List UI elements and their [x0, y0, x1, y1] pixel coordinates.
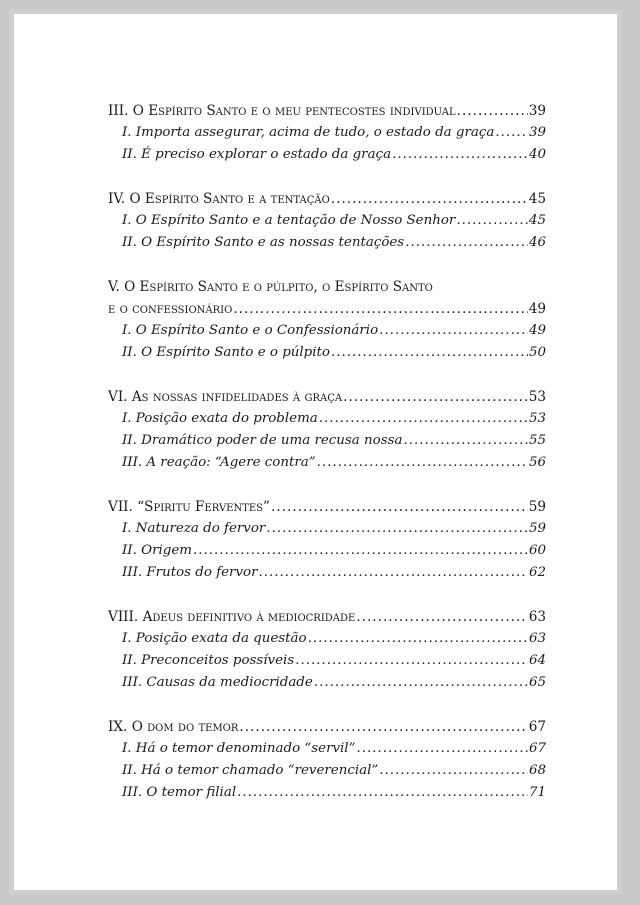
dot-leader	[237, 782, 528, 804]
page-number: 39	[528, 125, 546, 140]
toc-section	[108, 716, 546, 804]
page-number: 71	[528, 785, 546, 800]
toc-section	[108, 606, 546, 694]
book-page	[9, 9, 622, 895]
page-number: 49	[528, 301, 546, 317]
dot-leader	[405, 232, 528, 254]
chapter-title: VII. “Spiritu Ferventes”	[108, 499, 270, 515]
subentry-title: I. Posição exata da questão	[122, 631, 307, 646]
dot-leader	[239, 716, 527, 738]
toc-subentry[interactable]	[108, 540, 546, 562]
toc-chapter-entry[interactable]	[108, 100, 546, 122]
toc-subentry[interactable]	[108, 232, 546, 254]
page-number: 65	[528, 675, 546, 690]
dot-leader	[331, 342, 528, 364]
subentry-title: II. Há o temor chamado “reverencial”	[122, 763, 379, 778]
subentry-title: I. Há o temor denominado “servil”	[122, 741, 356, 756]
toc-chapter-entry[interactable]	[108, 496, 546, 518]
dot-leader	[266, 518, 528, 540]
toc-subentry[interactable]	[108, 320, 546, 342]
toc-subentry[interactable]	[108, 452, 546, 474]
page-number: 56	[528, 455, 546, 470]
page-number: 49	[528, 323, 546, 338]
page-number: 40	[528, 147, 546, 162]
subentry-title: I. Importa assegurar, acima de tudo, o estado da graça	[122, 125, 495, 140]
page-number: 63	[528, 631, 546, 646]
dot-leader	[295, 650, 528, 672]
chapter-title: IX. O dom do temor	[108, 719, 239, 735]
subentry-title: III. Frutos do fervor	[122, 565, 258, 580]
subentry-title: II. O Espírito Santo e o púlpito	[122, 345, 330, 360]
dot-leader	[308, 628, 528, 650]
dot-leader	[258, 562, 527, 584]
page-number: 67	[528, 741, 546, 756]
chapter-title-line: V. O Espírito Santo e o púlpito, o Espírito Santo	[108, 279, 433, 295]
page-number: 63	[528, 609, 546, 625]
toc-subentry[interactable]	[108, 122, 546, 144]
chapter-title: VI. As nossas infidelidades à graça	[108, 389, 343, 405]
page-number: 53	[528, 389, 546, 405]
dot-leader	[456, 210, 528, 232]
dot-leader	[317, 452, 528, 474]
subentry-title: II. Origem	[122, 543, 192, 558]
page-number: 67	[528, 719, 546, 735]
page-number: 46	[528, 235, 546, 250]
page-number: 55	[528, 433, 546, 448]
subentry-title: II. O Espírito Santo e as nossas tentações	[122, 235, 405, 250]
toc-subentry[interactable]	[108, 342, 546, 364]
page-number: 62	[528, 565, 546, 580]
dot-leader	[233, 298, 527, 320]
subentry-title: I. O Espírito Santo e o Confessionário	[122, 323, 379, 338]
page-number: 45	[528, 213, 546, 228]
dot-leader	[379, 320, 528, 342]
table-of-contents	[108, 100, 546, 826]
subentry-title: II. Preconceitos possíveis	[122, 653, 295, 668]
chapter-title: VIII. Adeus definitivo à mediocridade	[108, 609, 356, 625]
toc-chapter-entry[interactable]	[108, 386, 546, 408]
dot-leader	[331, 188, 528, 210]
page-number: 59	[528, 521, 546, 536]
subentry-title: I. O Espírito Santo e a tentação de Nosso Senhor	[122, 213, 456, 228]
dot-leader	[271, 496, 528, 518]
toc-chapter-entry[interactable]	[108, 298, 546, 320]
toc-subentry[interactable]	[108, 562, 546, 584]
chapter-title: IV. O Espírito Santo e a tentação	[108, 191, 330, 207]
page-number: 45	[528, 191, 546, 207]
page-number: 50	[528, 345, 546, 360]
toc-subentry[interactable]	[108, 672, 546, 694]
dot-leader	[356, 738, 528, 760]
toc-section	[108, 386, 546, 474]
dot-leader	[356, 606, 527, 628]
toc-chapter-entry[interactable]	[108, 716, 546, 738]
page-number: 60	[528, 543, 546, 558]
toc-section	[108, 188, 546, 254]
toc-section	[108, 100, 546, 166]
toc-subentry[interactable]	[108, 408, 546, 430]
toc-subentry[interactable]	[108, 650, 546, 672]
subentry-title: III. Causas da mediocridade	[122, 675, 313, 690]
dot-leader	[314, 672, 528, 694]
chapter-title: III. O Espírito Santo e o meu pentecostes individual	[108, 103, 456, 119]
toc-subentry[interactable]	[108, 210, 546, 232]
subentry-title: II. Dramático poder de uma recusa nossa	[122, 433, 403, 448]
dot-leader	[193, 540, 528, 562]
toc-subentry[interactable]	[108, 738, 546, 760]
dot-leader	[457, 100, 528, 122]
dot-leader	[392, 144, 528, 166]
page-number: 39	[528, 103, 546, 119]
dot-leader	[319, 408, 528, 430]
dot-leader	[495, 122, 528, 144]
page-number: 53	[528, 411, 546, 426]
toc-subentry[interactable]	[108, 144, 546, 166]
toc-subentry[interactable]	[108, 518, 546, 540]
subentry-title: III. O temor filial	[122, 785, 237, 800]
dot-leader	[343, 386, 528, 408]
subentry-title: II. É preciso explorar o estado da graça	[122, 147, 392, 162]
chapter-title: e o confessionário	[108, 301, 233, 317]
toc-subentry[interactable]	[108, 760, 546, 782]
toc-subentry[interactable]	[108, 782, 546, 804]
subentry-title: I. Natureza do fervor	[122, 521, 266, 536]
toc-subentry[interactable]	[108, 628, 546, 650]
toc-subentry[interactable]	[108, 430, 546, 452]
toc-section	[108, 276, 546, 364]
dot-leader	[403, 430, 528, 452]
toc-section	[108, 496, 546, 584]
toc-chapter-entry[interactable]	[108, 606, 546, 628]
dot-leader	[379, 760, 528, 782]
subentry-title: III. A reação: “Agere contra”	[122, 455, 316, 470]
page-number: 64	[528, 653, 546, 668]
page-number: 59	[528, 499, 546, 515]
page-number: 68	[528, 763, 546, 778]
subentry-title: I. Posição exata do problema	[122, 411, 318, 426]
toc-chapter-entry[interactable]	[108, 188, 546, 210]
